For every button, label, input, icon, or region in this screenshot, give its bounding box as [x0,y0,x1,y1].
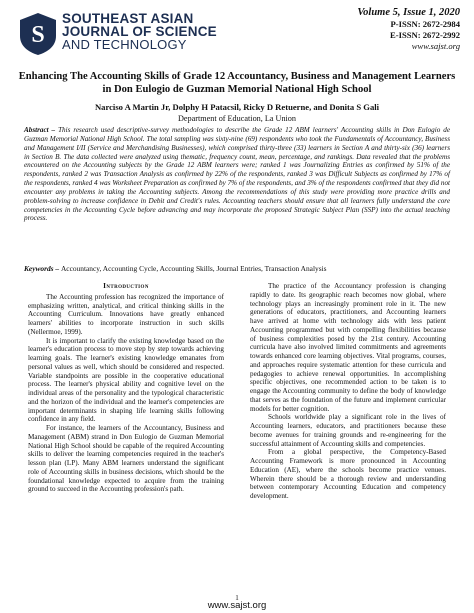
keywords [24,264,450,274]
author-affiliation: Department of Education, La Union [178,114,296,123]
abstract [24,126,450,223]
journal-header [0,0,474,66]
journal-meta [357,6,460,52]
introduction-heading: Introduction [103,282,149,290]
paper-title: Enhancing The Accounting Skills of Grade 12 Accountancy, Business and Management Learners in Don Eulogio de Guzman Memorial National High School [18,71,456,95]
keywords-label: Keywords – [24,264,61,273]
journal-logo-icon [18,12,58,56]
body-paragraph: The practice of the Accountancy profession is changing rapidly to date. Its geographic reach becomes now global, where technology plays an increasingly prominent role in it. The new generations of educators, practitioners, and Accounting learners have arrived at home with technology aids with less patient Accounting programmed but with compelling flexibilities because of business complexities posed by the 21st century. Accounting curricula have also involved limited commitments and agreements towards enhanced core learning objectives. Vital programs, courses, and approaches require systematic attention for these curricula and pedagogies to achieve renewal opportunities. In accomplishing specific objectives, one recommended action to be taken is to engage the Accounting community to define the body of knowledge that serves as the foundation of the future and implement curricular models for better cognition. [250,282,446,413]
journal-name [62,12,217,51]
body-paragraph: The Accounting profession has recognized the importance of emphasizing written, analytical, and critical thinking skills in the Accounting Curriculum. Innovations have greatly enhanced learners' abilities to incorporate instruction in such skills (Nellermoe, 1999). [28,292,224,336]
journal-name-line3: AND TECHNOLOGY [62,37,187,52]
body-paragraph: Schools worldwide play a significant role in the lives of Accounting learners, educators, and practitioners because these become avenues for training grounds and re-engineering for the successful attainment of Accounting skills and competencies. [250,413,446,448]
left-column [28,282,224,494]
keywords-text: Accountancy, Accounting Cycle, Accounting Skills, Journal Entries, Transaction Analysis [60,264,327,273]
journal-name-line1: SOUTHEAST ASIAN [62,11,194,26]
journal-name-line2: JOURNAL OF SCIENCE [62,24,217,39]
print-issn: P-ISSN: 2672-2984 [390,19,460,29]
journal-website[interactable]: www.sajst.org [411,41,460,51]
svg-text:S: S [31,22,45,48]
volume-issue: Volume 5, Issue 1, 2020 [357,7,460,18]
footer-website[interactable]: www.sajst.org [207,600,267,611]
paper-authors: Narciso A Martin Jr, Dolphy H Patacsil, Ricky D Retuerne, and Donita S Gali [94,102,380,112]
body-paragraph: For instance, the learners of the Accountancy, Business and Management (ABM) strand in Don Eulogio de Guzman Memorial National High School should be capable of the required Accounting skills to deliver the learning competencies required in the teacher's lesson plan (LP). Many ABM learners understand the significant role of Accounting skills in business decisions, which should be the foundational knowledge expected to acquire from the training ground to succeed in the Accounting profession's path. [28,424,224,494]
abstract-label: Abstract – [24,126,59,134]
electronic-issn: E-ISSN: 2672-2992 [390,30,460,40]
body-paragraph: From a global perspective, the Competency-Based Accounting Framework is more pronounced in Accounting Education (AE), where the schools become practice venues. Wherein there should be a thorough review and understanding between contemporary Accounting Education and competency development. [250,448,446,500]
right-column [250,282,446,501]
abstract-text: This research used descriptive-survey methodologies to describe the Grade 12 ABM learners' Accounting skills in Don Eulogio de Guzman Memorial National High School. The total sampling was sixty-nine (69) respondents who took the Fundamentals of Accountancy, Business and Management I/II (Service and Merchandising Businesses), which comprised thirty-three (33) learners in Section A and thirty-six (36) learners in Section B. The data collected were analyzed using thematic, frequency count, mean, percentage, and rankings. Data revealed that the problems encountered on the Accounting subjects by the Grade 12 ABM learners were; ranked 1 was Journalizing Entries as confirmed by 51% of the respondents, ranked 2 was Transaction Analysis as confirmed by 22% of the respondents, ranked 3 was Difficult Subjects as confirmed by 17% of the respondents, ranked 4 was Worksheet Preparation as confirmed by 7% of the respondents, and 3% of the respondents confirmed that they did not encounter any problems in taking the Accounting subjects. Among the recommendations of this study were providing more practice drills and problem-solving to increase confidence in Debit and Credit's rules. Accounting teachers should ensure that all learners fully understand the core competencies in the Accounting Cycle before advancing and may incorporate the proposed Strategic Subject Plan (SSP) into the actual teaching process. [24,126,450,223]
body-paragraph: It is important to clarify the existing knowledge based on the learner's education process to move step by step towards achieving learning goals. The learner's existing knowledge emanates from personal values as well, which should be considered and respected. Variable standpoints are possible in the cooperative educational process. The learner's physical ability and cognitive level on the individual areas of the personality and the typological characteristic and the horizon of the individual and the learner's competencies are important determinants in shaping life learning skills following confidence in any field. [28,336,224,424]
page-number: 1 [235,594,239,602]
